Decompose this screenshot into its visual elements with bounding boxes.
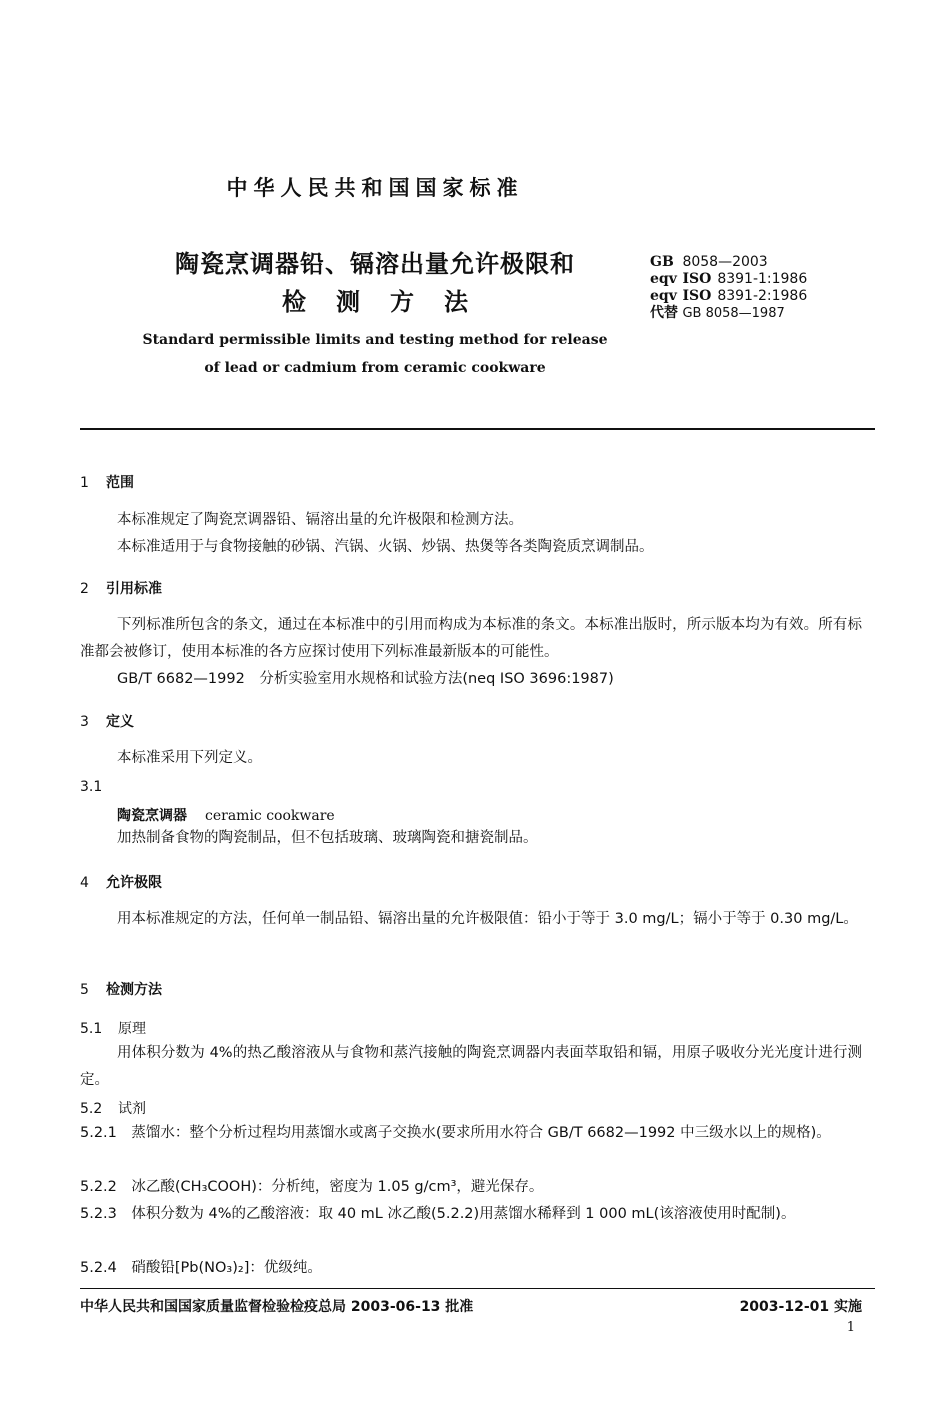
gb-code: GB 8058—2003 (650, 254, 768, 270)
section-4-paragraph: 用本标准规定的方法，任何单一制品铅、镉溶出量的允许极限值：铅小于等于 3.0 mg/L；镉小于等于 0.30 mg/L。 (117, 911, 858, 927)
clause-5-1-heading: 5.1 原理 (80, 1021, 146, 1037)
page-number: 1 (846, 1320, 855, 1335)
document-title-line1: 陶瓷烹调器铅、镉溶出量允许极限和 (175, 250, 575, 278)
clause-5-2-1: 5.2.1 蒸馏水：整个分析过程均用蒸馏水或离子交换水(要求所用水符合 GB/T 6682—1992 中三级水以上的规格)。 (80, 1125, 831, 1141)
standard-codes (650, 254, 807, 322)
section-4-heading: 4 允许极限 (80, 875, 162, 891)
clause-5-2-heading: 5.2 试剂 (80, 1101, 146, 1117)
replace-code: 代替 GB 8058—1987 (650, 305, 785, 321)
section-2-paragraph: 下列标准所包含的条文，通过在本标准中的引用而构成为本标准的条文。本标准出版时，所示版本均为有效。所有标准都会被修订，使用本标准的各方应探讨使用下列标准最新版本的可能性。 (80, 617, 862, 660)
eqv-code-1: eqv ISO 8391-1:1986 (650, 271, 808, 287)
section-1-paragraph-1: 本标准规定了陶瓷烹调器铅、镉溶出量的允许极限和检测方法。 (117, 512, 523, 528)
section-2-reference: GB/T 6682—1992 分析实验室用水规格和试验方法(neq ISO 3696:1987) (117, 671, 614, 687)
english-title-line2: of lead or cadmium from ceramic cookware (204, 360, 546, 376)
clause-3-1-number: 3.1 (80, 779, 103, 795)
section-3-paragraph: 本标准采用下列定义。 (117, 750, 262, 766)
clause-5-2-3: 5.2.3 体积分数为 4%的乙酸溶液：取 40 mL 冰乙酸(5.2.2)用蒸馏水稀释到 1 000 mL(该溶液使用时配制)。 (80, 1206, 796, 1222)
section-1-heading: 1 范围 (80, 475, 134, 491)
footer-divider (80, 1288, 875, 1289)
national-standard-heading: 中华人民共和国国家标准 (226, 176, 524, 200)
english-title-line1: Standard permissible limits and testing method for release (142, 332, 608, 348)
term-ceramic-cookware: 陶瓷烹调器 ceramic cookware (117, 808, 335, 824)
document-title-line2: 检测方法 (282, 288, 498, 316)
clause-5-2-4: 5.2.4 硝酸铅[Pb(NO₃)₂]：优级纯。 (80, 1260, 322, 1276)
eqv-code-2: eqv ISO 8391-2:1986 (650, 288, 808, 304)
term-definition: 加热制备食物的陶瓷制品，但不包括玻璃、玻璃陶瓷和搪瓷制品。 (117, 830, 538, 846)
clause-5-1-paragraph: 用体积分数为 4%的热乙酸溶液从与食物和蒸汽接触的陶瓷烹调器内表面萃取铅和镉，用原子吸收分光光度计进行测定。 (80, 1045, 862, 1088)
header-divider (80, 428, 875, 430)
implementation-date: 2003-12-01 实施 (739, 1299, 862, 1315)
section-3-heading: 3 定义 (80, 714, 134, 730)
section-2-heading: 2 引用标准 (80, 581, 162, 597)
approval-statement: 中华人民共和国国家质量监督检验检疫总局 2003-06-13 批准 (80, 1299, 474, 1315)
section-5-heading: 5 检测方法 (80, 982, 162, 998)
clause-5-2-2: 5.2.2 冰乙酸(CH₃COOH)：分析纯，密度为 1.05 g/cm³，避光保存。 (80, 1179, 544, 1195)
section-1-paragraph-2: 本标准适用于与食物接触的砂锅、汽锅、火锅、炒锅、热煲等各类陶瓷质烹调制品。 (117, 539, 654, 555)
